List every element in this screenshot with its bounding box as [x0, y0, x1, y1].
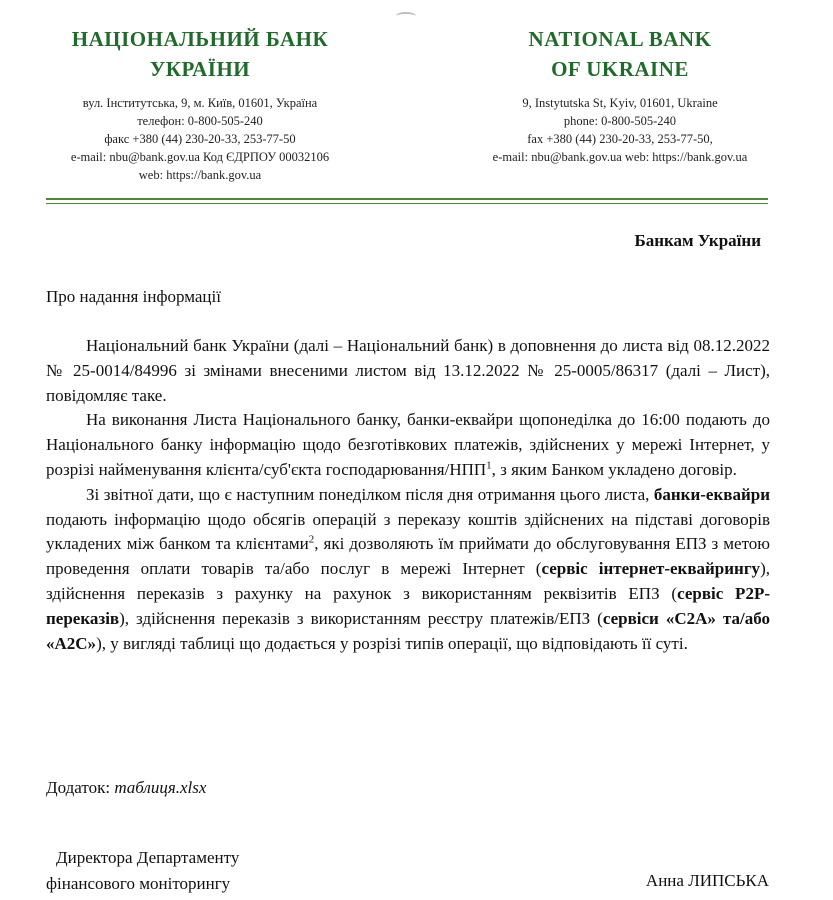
letterhead-ukrainian — [30, 24, 370, 184]
bold-acquirer-banks: банки-еквайри — [653, 484, 770, 504]
web-ua: web: https://bank.gov.ua — [138, 168, 262, 182]
bank-name-en-line2: OF UKRAINE — [551, 57, 689, 81]
address-en: 9, Instytutska St, Kyiv, 01601, Ukraine — [522, 96, 718, 110]
paragraph-3-part-c: подають інформацію щодо обсягів операцій з переказу коштів здійснених на підставі договорів укладених між банком та клієнтами — [46, 509, 770, 554]
letter-body — [46, 334, 770, 656]
paragraph-3-part-f: ), здійснення переказів з використанням реєстру платежів/ЕПЗ ( — [119, 608, 603, 628]
bold-c2a-a2c: сервіси «C2A» та/або «A2C» — [46, 608, 771, 653]
bank-name-en-line1: NATIONAL BANK — [528, 27, 712, 51]
paragraph-3 — [46, 483, 770, 657]
letterhead-divider-thin — [46, 203, 768, 204]
signer-name: Анна ЛИПСЬКА — [645, 871, 769, 890]
attachment-label: Додаток: — [46, 778, 115, 797]
letterhead-english — [420, 24, 820, 166]
footnote-ref-1: 1 — [486, 459, 492, 472]
page-top-mark — [396, 12, 416, 20]
signer-title-line2: фінансового моніторингу — [46, 874, 231, 893]
attachment-file: таблиця.xlsx — [114, 778, 207, 797]
footnote-ref-2: 2 — [308, 533, 315, 546]
paragraph-3-part-e: ), здійснення переказів з рахунку на рахунок з використанням реквізитів ЕПЗ ( — [46, 559, 770, 603]
letterhead-divider — [46, 198, 768, 200]
contacts-ua — [30, 94, 370, 184]
fax-ua: факс +380 (44) 230-20-33, 253-77-50 — [104, 132, 296, 146]
bold-p2p-transfers: сервіс P2P-переказів — [46, 583, 770, 628]
phone-ua: телефон: 0-800-505-240 — [137, 114, 263, 128]
bank-name-ua-line1: НАЦІОНАЛЬНИЙ БАНК — [71, 27, 329, 51]
attachment-line — [46, 778, 206, 798]
bold-internet-acquiring: сервіс інтернет-еквайрингу — [541, 559, 761, 579]
contacts-en — [420, 94, 820, 166]
addressee: Банкам України — [634, 231, 761, 250]
paragraph-2-text: На виконання Листа Національного банку, банки-еквайри щопонеділка до 16:00 подають до Національного банку інформацію щодо безготівкових платежів, здійснених у мережі Інтернет, у розрізі найменування клієнта/суб'єкта господарювання/НПП — [46, 410, 770, 479]
paragraph-3-part-a: Зі звітної дати, що є наступним понеділком після дня отримання цього листа, — [86, 484, 654, 504]
letter-subject: Про надання інформації — [46, 287, 221, 306]
paragraph-1: Національний банк України (далі – Національний банк) в доповнення до листа від 08.12.2022 № 25-0014/84996 зі змінами внесеними листом від 13.12.2022 № 25-0005/86317 (далі – Лист), повідомляє таке. — [46, 336, 770, 405]
signer-title — [46, 845, 239, 897]
signer-title-line1: Директора Департаменту — [56, 848, 240, 867]
email-code-ua: e-mail: nbu@bank.gov.ua Код ЄДРПОУ 00032106 — [70, 150, 330, 164]
email-web-en: e-mail: nbu@bank.gov.ua web: https://bank.gov.ua — [492, 150, 748, 164]
bank-name-ua-line2: УКРАЇНИ — [149, 57, 251, 81]
bank-name-en — [420, 24, 820, 84]
address-ua: вул. Інститутська, 9, м. Київ, 01601, Україна — [82, 96, 318, 110]
paragraph-3-part-g: ), у вигляді таблиці що додається у розрізі типів операції, що відповідають її суті. — [96, 633, 688, 653]
paragraph-3-part-d: , які дозволяють їм приймати до обслуговування ЕПЗ з метою проведення оплати товарів та/або послуг в мережі Інтернет ( — [46, 534, 770, 579]
phone-en: phone: 0-800-505-240 — [563, 114, 677, 128]
paragraph-2 — [46, 408, 770, 482]
bank-name-ua — [30, 24, 370, 84]
paragraph-2-tail: , з яким Банком укладено договір. — [491, 459, 737, 479]
fax-en: fax +380 (44) 230-20-33, 253-77-50, — [527, 132, 713, 146]
